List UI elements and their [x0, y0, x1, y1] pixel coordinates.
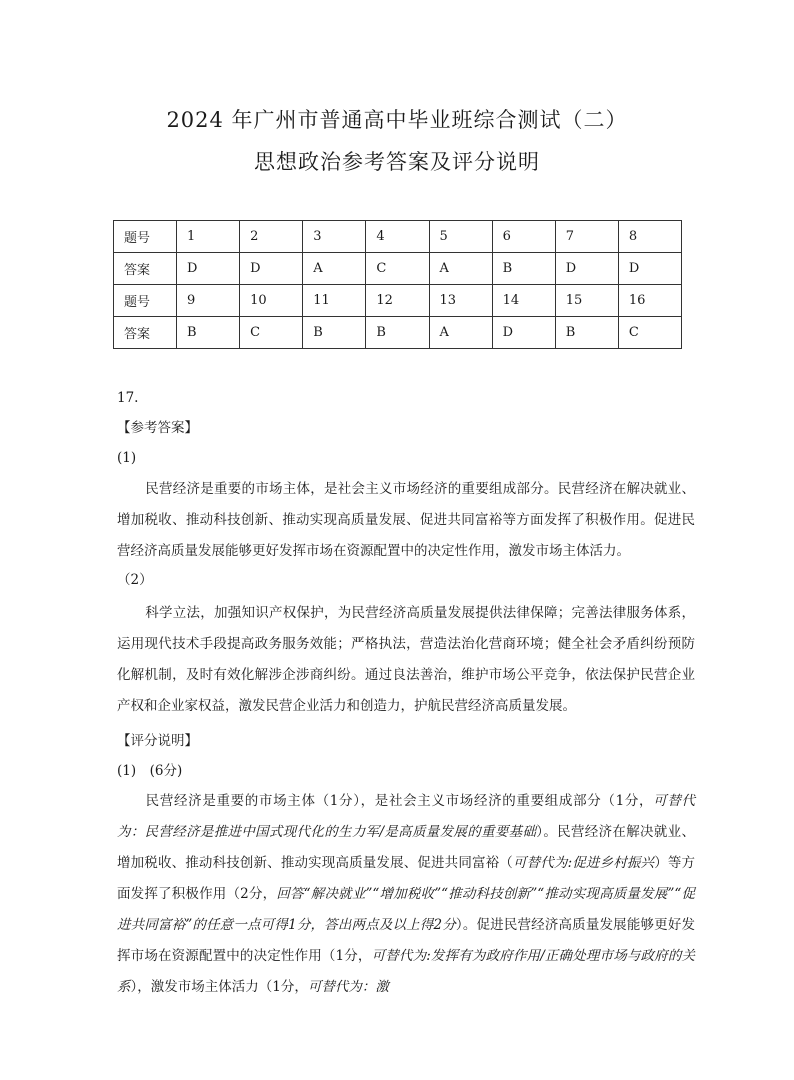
table-row: [114, 221, 682, 253]
row-header: 答案: [114, 253, 177, 285]
table-row: [114, 317, 682, 349]
table-cell: 2: [240, 221, 303, 253]
table-cell: 3: [303, 221, 366, 253]
part2-answer-text: 科学立法，加强知识产权保护，为民营经济高质量发展提供法律保障；完善法律服务体系，运用现代技术手段提高政务服务效能；严格执法，营造法治化营商环境；健全社会矛盾纠纷预防化解机制，及时有效化解涉企涉商纠纷。通过良法善治，维护市场公平竞争，依法保护民营企业产权和企业家权益，激发民营企业活力和创造力，护航民营经济高质量发展。: [117, 605, 695, 714]
table-cell: A: [429, 317, 492, 349]
scoring-part1-label: (1) (6分): [117, 763, 183, 779]
part1-answer: [117, 474, 695, 567]
part2-answer: [117, 598, 695, 722]
table-cell: 15: [555, 285, 618, 317]
table-cell: 12: [366, 285, 429, 317]
table-cell: 1: [177, 221, 240, 253]
scoring-part1-text: [117, 786, 695, 1003]
scoring-text: ）。民营经济在解决就业、增加税收、推动科技创新、推动实现高质量发展、促进共同富裕（: [117, 824, 695, 871]
table-cell: B: [492, 253, 555, 285]
scoring-heading: 【评分说明】: [117, 733, 198, 749]
scoring-text: ）。促进民营经济高质量发展能够更好发挥市场在资源配置中的决定性作用（1分，: [117, 917, 695, 964]
table-cell: 9: [177, 285, 240, 317]
table-cell: 13: [429, 285, 492, 317]
row-header: 答案: [114, 317, 177, 349]
scoring-text: ）等方面发挥了积极作用（2分，: [117, 855, 695, 902]
scoring-note: 可替代为：激: [307, 979, 389, 995]
table-cell: B: [303, 317, 366, 349]
table-cell: A: [303, 253, 366, 285]
scoring-text: 民营经济是重要的市场主体（1分），是社会主义市场经济的重要组成部分（1分，: [145, 793, 654, 809]
document-subtitle: 思想政治参考答案及评分说明: [254, 150, 540, 174]
table-cell: A: [429, 253, 492, 285]
table-cell: D: [492, 317, 555, 349]
table-cell: C: [366, 253, 429, 285]
scoring-note: 可替代为:促进乡村振兴: [512, 855, 655, 871]
scoring-note: 可替代为:发挥有为政府作用/正确处理市场与政府的关系: [117, 948, 695, 995]
table-cell: 4: [366, 221, 429, 253]
scoring-text: ），激发市场主体活力（1分，: [130, 979, 308, 995]
table-cell: B: [555, 317, 618, 349]
scoring-note: 可替代为：民营经济是推进中国式现代化的生力军/是高质量发展的重要基础: [117, 793, 695, 840]
answer-table: [113, 220, 682, 349]
table-cell: 5: [429, 221, 492, 253]
scoring-note: 回答“解决就业”“增加税收”“推动科技创新”“推动实现高质量发展”“促进共同富裕”的任意一点可得1分，答出两点及以上得2分: [117, 886, 695, 933]
table-cell: 16: [618, 285, 681, 317]
part1-label: (1): [117, 450, 137, 466]
table-cell: 14: [492, 285, 555, 317]
table-row: [114, 253, 682, 285]
table-cell: 10: [240, 285, 303, 317]
table-cell: 8: [618, 221, 681, 253]
part2-label: （2）: [117, 572, 153, 588]
row-header: 题号: [114, 285, 177, 317]
table-cell: B: [366, 317, 429, 349]
document-title: 2024 年广州市普通高中毕业班综合测试（二）: [166, 108, 628, 132]
reference-answer-heading: 【参考答案】: [117, 420, 198, 436]
table-cell: D: [240, 253, 303, 285]
table-row: [114, 285, 682, 317]
table-cell: C: [240, 317, 303, 349]
part1-answer-text: 民营经济是重要的市场主体，是社会主义市场经济的重要组成部分。民营经济在解决就业、增加税收、推动科技创新、推动实现高质量发展、促进共同富裕等方面发挥了积极作用。促进民营经济高质量发展能够更好发挥市场在资源配置中的决定性作用，激发市场主体活力。: [117, 481, 695, 559]
table-cell: 7: [555, 221, 618, 253]
row-header: 题号: [114, 221, 177, 253]
table-cell: B: [177, 317, 240, 349]
table-cell: 11: [303, 285, 366, 317]
question-number: 17.: [117, 390, 139, 406]
table-cell: D: [555, 253, 618, 285]
table-cell: C: [618, 317, 681, 349]
table-cell: D: [177, 253, 240, 285]
table-cell: D: [618, 253, 681, 285]
table-cell: 6: [492, 221, 555, 253]
